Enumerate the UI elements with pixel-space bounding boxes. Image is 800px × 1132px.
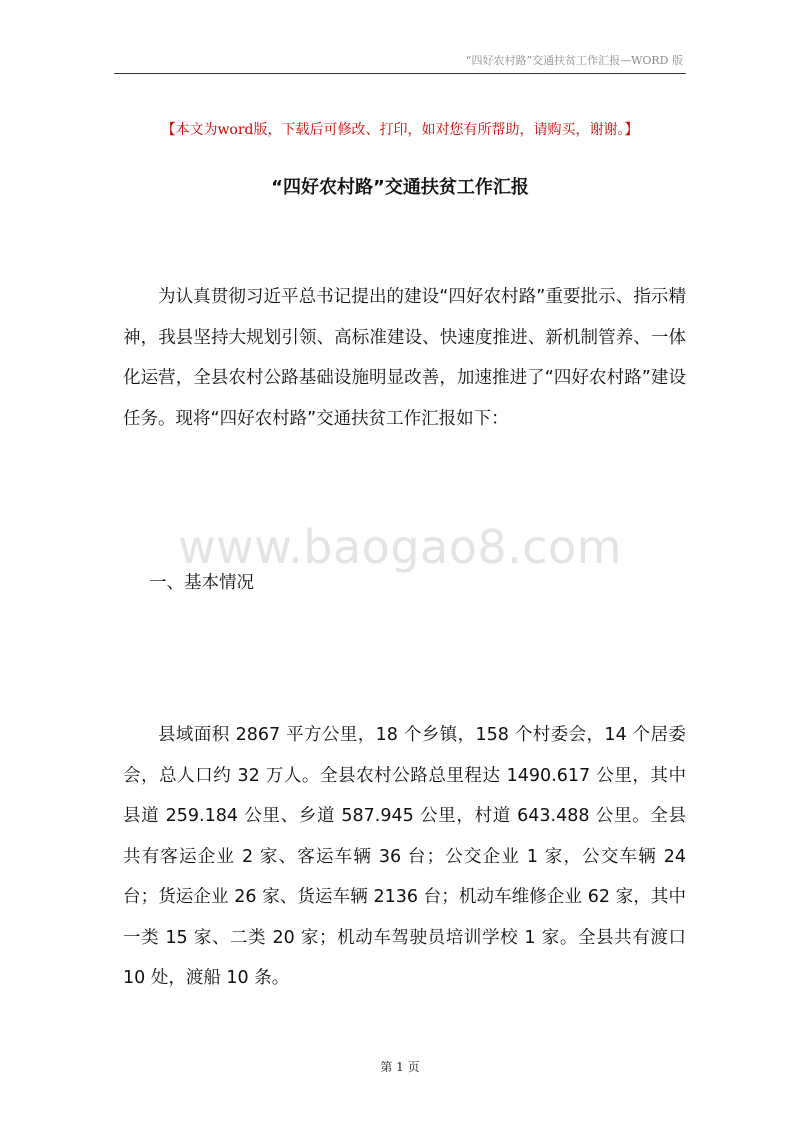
basic-situation-paragraph: 县域面积 2867 平方公里，18 个乡镇，158 个村委会，14 个居委会，总人口约 32 万人。全县农村公路总里程达 1490.617 公里，其中县道 259.184 公里、乡道 587.945 公里，村道 643.488 公里。全县共有客运企业 2 家、客运车辆 36 台；公交企业 1 家，公交车辆 24 台；货运企业 26 家、货运车辆 2136 台；机动车维修企业 62 家，其中一类 15 家、二类 20 家；机动车驾驶员培训学校 1 家。全县共有渡口 10 处，渡船 10 条。 [123, 725, 686, 988]
purchase-notice: 【本文为word版，下载后可修改、打印，如对您有所帮助，请购买，谢谢。】 [161, 122, 639, 138]
running-header: “四好农村路”交通扶贫工作汇报—WORD 版 [465, 54, 683, 67]
section-heading-basic-situation: 一、基本情况 [149, 573, 254, 593]
intro-paragraph: 为认真贯彻习近平总书记提出的建设“四好农村路”重要批示、指示精神，我县坚持大规划引领、高标准建设、快速度推进、新机制管养、一体化运营，全县农村公路基础设施明显改善，加速推进了“四好农村路”建设任务。现将“四好农村路”交通扶贫工作汇报如下： [123, 287, 686, 429]
watermark: www.baogao8.com [178, 520, 622, 574]
header-divider [114, 73, 686, 74]
page-number: 第 1 页 [380, 1060, 420, 1074]
document-title: “四好农村路”交通扶贫工作汇报 [271, 177, 529, 198]
